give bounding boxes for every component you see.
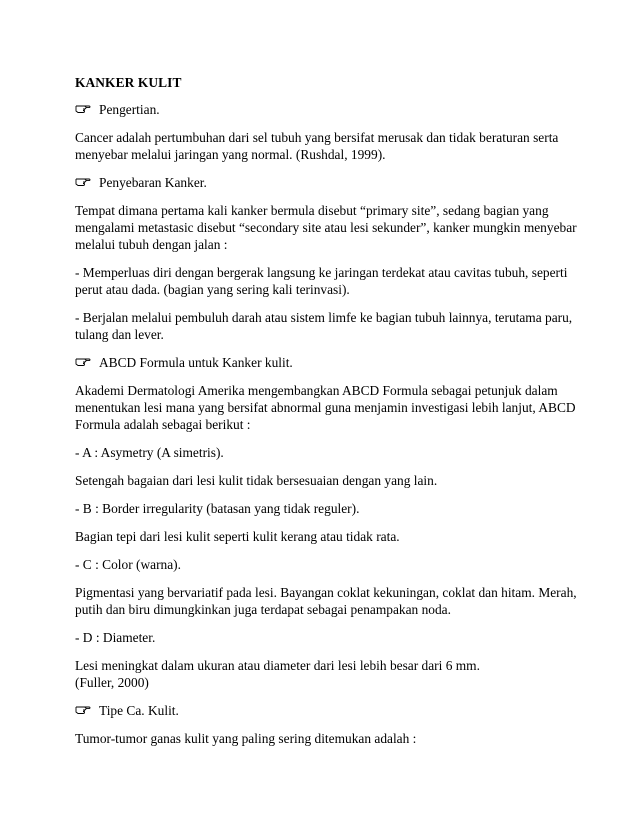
- paragraph-primary-site: [75, 202, 577, 253]
- paragraph-cancer-definition: [75, 129, 567, 163]
- bullet-label: Penyebaran Kanker.: [99, 175, 207, 190]
- bullet-label: Tipe Ca. Kulit.: [99, 703, 179, 718]
- text-line: Cancer adalah pertumbuhan dari sel tubuh yang bersifat merusak dan tidak beraturan serta: [75, 130, 559, 145]
- bullet-abcd: [75, 354, 567, 371]
- bullet-label: ABCD Formula untuk Kanker kulit.: [99, 355, 293, 370]
- paragraph-akademi: [75, 382, 576, 433]
- text-line: - D : Diameter.: [75, 630, 156, 645]
- paragraph-tumor: [75, 730, 567, 747]
- paragraph-c-description: [75, 584, 577, 618]
- bullet-pengertian: [75, 101, 567, 118]
- text-line: menentukan lesi mana yang bersifat abnormal guna menjamin investigasi lebih lanjut, ABCD: [75, 400, 576, 415]
- text-line: menyebar melalui jaringan yang normal. (Rushdal, 1999).: [75, 147, 386, 162]
- text-line: Formula adalah sebagai berikut :: [75, 417, 251, 432]
- text-line: - Berjalan melalui pembuluh darah atau sistem limfe ke bagian tubuh lainnya, terutama paru,: [75, 310, 573, 325]
- text-line: Setengah bagaian dari lesi kulit tidak bersesuaian dengan yang lain.: [75, 473, 438, 488]
- pointing-hand-icon: [75, 702, 99, 715]
- text-line: - A : Asymetry (A simetris).: [75, 445, 224, 460]
- bullet-penyebaran: [75, 174, 567, 191]
- text-line: melalui tubuh dengan jalan :: [75, 237, 228, 252]
- pointing-hand-icon: [75, 174, 99, 187]
- text-line: Akademi Dermatologi Amerika mengembangkan ABCD Formula sebagai petunjuk dalam: [75, 383, 558, 398]
- bullet-tipe: [75, 702, 567, 719]
- text-line: putih dan biru dimungkinkan juga terdapat sebagai penampakan noda.: [75, 602, 451, 617]
- paragraph-a-label: [75, 444, 567, 461]
- paragraph-c-label: [75, 556, 567, 573]
- text-line: mengalami metastasic disebut “secondary site atau lesi sekunder”, kanker mungkin menyebar: [75, 220, 577, 235]
- text-line: - C : Color (warna).: [75, 557, 181, 572]
- document-body: [75, 74, 577, 758]
- text-line: perut atau dada. (bagian yang sering kali terinvasi).: [75, 282, 350, 297]
- text-line: Tumor-tumor ganas kulit yang paling sering ditemukan adalah :: [75, 731, 417, 746]
- text-line: - Memperluas diri dengan bergerak langsung ke jaringan terdekat atau cavitas tubuh, seperti: [75, 265, 568, 280]
- bullet-label: Pengertian.: [99, 102, 160, 117]
- text-line: (Fuller, 2000): [75, 675, 149, 690]
- text-line: tulang dan lever.: [75, 327, 164, 342]
- text-line: Pigmentasi yang bervariatif pada lesi. Bayangan coklat kekuningan, coklat dan hitam. Merah,: [75, 585, 577, 600]
- text-line: - B : Border irregularity (batasan yang tidak reguler).: [75, 501, 360, 516]
- document-title: KANKER KULIT: [75, 75, 182, 90]
- pointing-hand-icon: [75, 354, 99, 367]
- paragraph-d-description: [75, 657, 567, 691]
- text-line: Bagian tepi dari lesi kulit seperti kulit kerang atau tidak rata.: [75, 529, 400, 544]
- paragraph-b-label: [75, 500, 567, 517]
- text-line: Lesi meningkat dalam ukuran atau diameter dari lesi lebih besar dari 6 mm.: [75, 658, 480, 673]
- paragraph-a-description: [75, 472, 567, 489]
- paragraph-memperluas: [75, 264, 567, 298]
- paragraph-b-description: [75, 528, 567, 545]
- paragraph-berjalan: [75, 309, 573, 343]
- paragraph-d-label: [75, 629, 567, 646]
- pointing-hand-icon: [75, 101, 99, 114]
- text-line: Tempat dimana pertama kali kanker bermula disebut “primary site”, sedang bagian yang: [75, 203, 549, 218]
